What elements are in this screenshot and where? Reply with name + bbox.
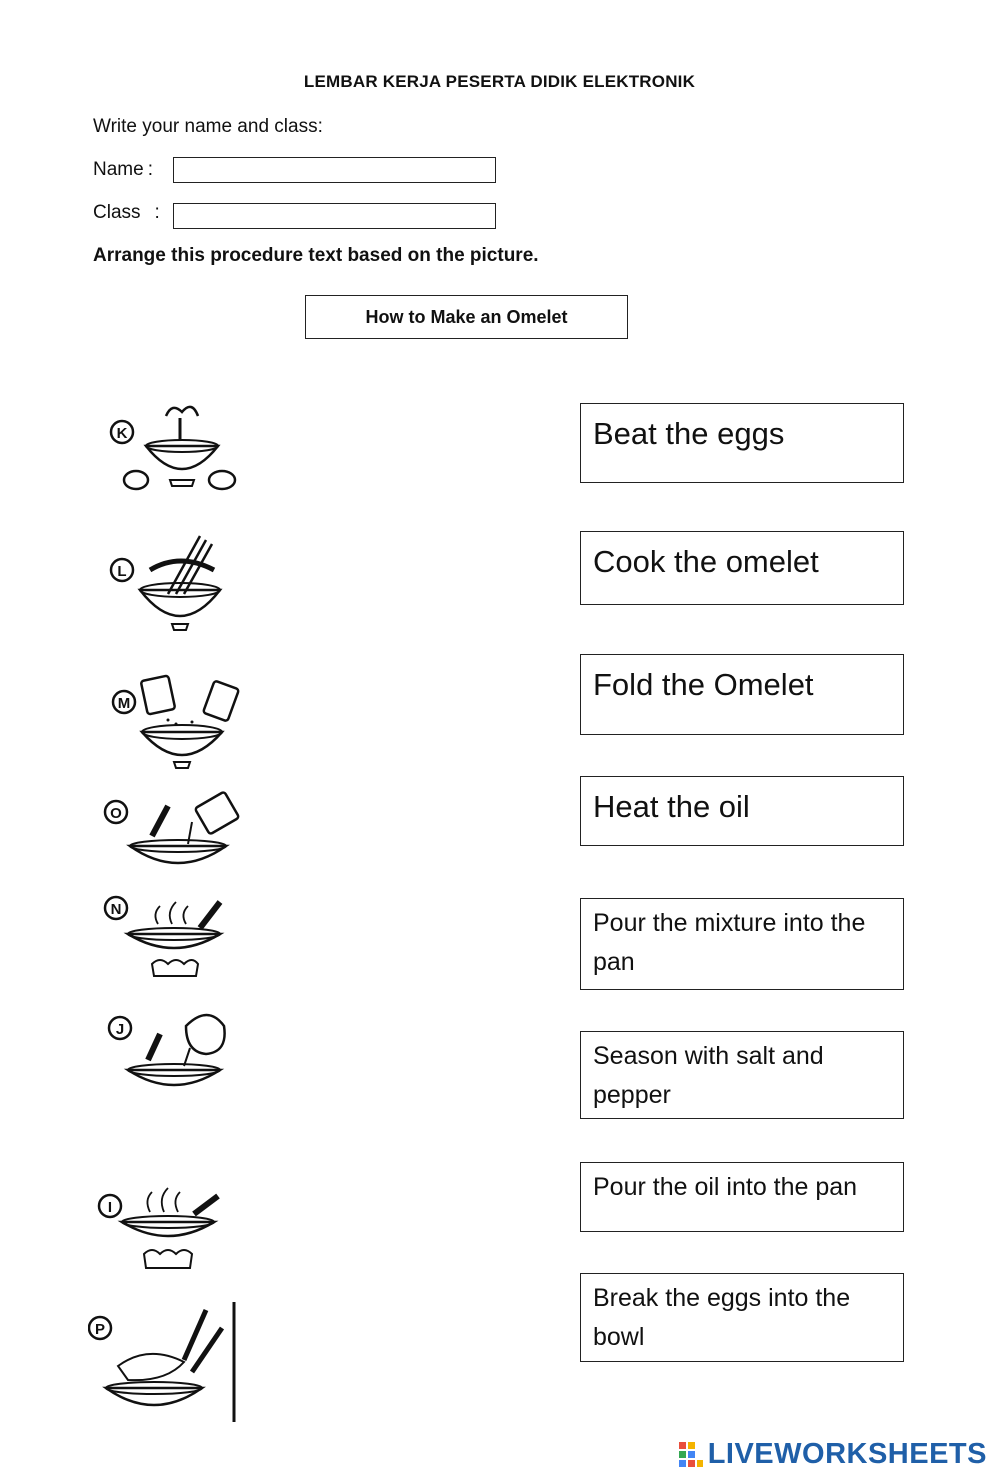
form-instruction: Write your name and class: (93, 116, 323, 137)
picture-m-letter: M (117, 695, 131, 712)
brand-name: LIVEWORKSHEETS (707, 1438, 987, 1470)
name-label (93, 159, 153, 181)
picture-i-letter: I (107, 1199, 113, 1216)
picture-k-letter: K (116, 425, 128, 442)
picture-o-letter: O (110, 805, 122, 822)
salt-pepper-bowl-icon (88, 662, 248, 774)
cooking-pan-icon (88, 1180, 248, 1280)
picture-p[interactable] (88, 1300, 248, 1424)
whisk-bowl-icon (88, 524, 248, 636)
class-label (93, 202, 160, 224)
pour-mixture-pan-icon (88, 1004, 248, 1104)
step-card[interactable]: Pour the oil into the pan (580, 1162, 904, 1232)
liveworksheets-logo (678, 1438, 987, 1471)
picture-k[interactable] (88, 388, 248, 500)
name-field[interactable] (173, 157, 496, 183)
step-card[interactable]: Pour the mixture into the pan (580, 898, 904, 990)
fold-omelet-icon (88, 1300, 248, 1424)
step-card[interactable]: Break the eggs into the bowl (580, 1273, 904, 1362)
class-colon: : (154, 202, 160, 223)
step-card[interactable]: Cook the omelet (580, 531, 904, 605)
oil-pan-icon (88, 784, 248, 880)
picture-o[interactable] (88, 784, 248, 880)
step-card[interactable]: Heat the oil (580, 776, 904, 846)
picture-m[interactable] (88, 662, 248, 774)
liveworksheets-logo-icon (678, 1440, 704, 1470)
picture-l-letter: L (117, 563, 127, 580)
step-card[interactable]: Fold the Omelet (580, 654, 904, 735)
class-label-text: Class (93, 202, 141, 223)
class-field[interactable] (173, 203, 496, 229)
hot-pan-stove-icon (88, 892, 248, 988)
picture-i[interactable] (88, 1180, 248, 1280)
name-label-text: Name (93, 159, 144, 180)
picture-j-letter: J (115, 1021, 125, 1038)
picture-n-letter: N (110, 901, 122, 918)
page-title: LEMBAR KERJA PESERTA DIDIK ELEKTRONIK (303, 72, 696, 91)
name-colon: : (147, 159, 153, 180)
picture-n[interactable] (88, 892, 248, 988)
step-card[interactable]: Beat the eggs (580, 403, 904, 483)
picture-l[interactable] (88, 524, 248, 636)
picture-p-letter: P (94, 1321, 106, 1338)
step-card[interactable]: Season with salt and pepper (580, 1031, 904, 1119)
eggs-bowl-icon (88, 388, 248, 500)
recipe-title-box: How to Make an Omelet (305, 295, 628, 339)
picture-j[interactable] (88, 1004, 248, 1104)
task-instruction: Arrange this procedure text based on the picture. (93, 245, 539, 266)
